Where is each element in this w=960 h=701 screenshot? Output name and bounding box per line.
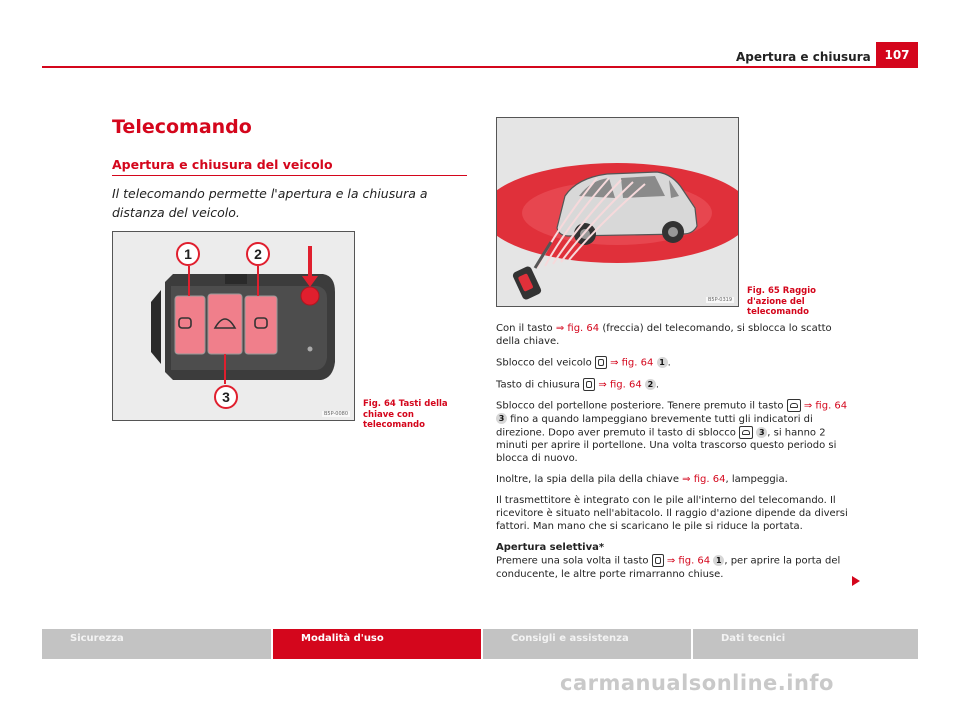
figure-link[interactable]: ⇒ fig. 64 xyxy=(682,474,726,485)
unlock-key-icon xyxy=(595,356,607,369)
figure-caption-65 xyxy=(747,286,857,318)
callout-label-1: 1 xyxy=(184,246,192,262)
figure-link[interactable]: ⇒ fig. 64 xyxy=(555,323,600,334)
lock-button xyxy=(245,296,277,354)
subtitle-rule xyxy=(112,175,467,176)
figure-link[interactable]: ⇒ fig. 64 xyxy=(803,400,848,412)
paragraph-unlock: Sblocco del veicolo ⇒ fig. 64 1 . xyxy=(496,357,671,369)
page-number: 107 xyxy=(876,42,918,68)
section-subtitle: Apertura e chiusura del veicolo xyxy=(112,157,333,172)
number-badge: 2 xyxy=(645,379,656,390)
figure-link[interactable]: ⇒ fig. 64 xyxy=(610,357,654,369)
release-button xyxy=(301,287,319,305)
paragraph-transmitter: Il trasmettitore è integrato con le pile all'interno del telecomando. Il ricevitore è situato nell'abitacolo. Il raggio d'azione dipende da diversi fattori. Man mano che si scaricano le pile si riduce la portata. xyxy=(496,495,848,532)
trunk-button xyxy=(208,294,242,354)
paragraph-trunk: Sblocco del portellone posteriore. Tenere premuto il tasto ⇒ fig. 64 3 fino a quando lampeggiano brevemente tutti gli indicatori di direzione. Dopo aver premuto il tasto di sblocco 3 , si hanno 2 minuti per aprire il portellone. Una volta trascorso questo periodo si blocca di nuovo. xyxy=(496,400,848,464)
figure-code: B5P-0319 xyxy=(707,297,732,303)
tab-modalita-uso[interactable]: Modalità d'uso xyxy=(273,629,481,659)
figure-number: Fig. 64 xyxy=(363,399,396,409)
intro-text: Il telecomando permette l'apertura e la chiusura a distanza del veicolo. xyxy=(112,186,428,220)
number-badge: 1 xyxy=(713,555,724,566)
lock-key-icon xyxy=(583,378,595,391)
callout-label-3: 3 xyxy=(222,389,230,405)
tab-sicurezza[interactable]: Sicurezza xyxy=(42,629,271,659)
watermark: carmanualsonline.info xyxy=(560,671,834,695)
figure-key-remote xyxy=(112,231,355,421)
heading-selective-opening: Apertura selettiva* xyxy=(496,542,605,553)
section-title: Apertura e chiusura xyxy=(736,50,871,64)
body-text xyxy=(496,322,858,589)
number-badge: 3 xyxy=(496,413,507,424)
figure-link[interactable]: ⇒ fig. 64 xyxy=(598,379,642,390)
figure-code: B5P-0080 xyxy=(323,411,348,417)
paragraph-battery: Inoltre, la spia della pila della chiave ⇒ fig. 64, lampeggia. xyxy=(496,474,788,485)
figure-remote-range xyxy=(496,117,739,307)
page-title: Telecomando xyxy=(112,116,252,138)
key-illustration xyxy=(113,232,354,420)
figure-link[interactable]: ⇒ fig. 64 xyxy=(666,555,711,567)
figure-caption-text: Tasti della chiave con telecomando xyxy=(363,399,448,430)
unlock-key-icon xyxy=(652,554,664,567)
trunk-key-icon xyxy=(739,426,753,439)
number-badge: 1 xyxy=(657,357,668,368)
figure-caption-64 xyxy=(363,399,473,431)
callout-label-2: 2 xyxy=(254,246,262,262)
continue-arrow-icon xyxy=(852,576,860,586)
figure-number: Fig. 65 xyxy=(747,286,780,296)
figure-caption-text: Raggio d'azione del telecomando xyxy=(747,286,816,317)
header-rule xyxy=(42,66,918,68)
paragraph-lock: Tasto di chiusura ⇒ fig. 64 2 . xyxy=(496,379,660,390)
number-badge: 3 xyxy=(756,427,767,438)
tab-dati-tecnici[interactable]: Dati tecnici xyxy=(693,629,918,659)
range-illustration xyxy=(497,118,738,306)
tab-consigli-assistenza[interactable]: Consigli e assistenza xyxy=(483,629,691,659)
paragraph-selective: Premere una sola volta il tasto ⇒ fig. 64 1 , per aprire la porta del conducente, le altre porte rimarranno chiuse. xyxy=(496,555,841,580)
footer-nav xyxy=(42,629,918,659)
trunk-key-icon xyxy=(787,399,801,412)
paragraph-release: Con il tasto ⇒ fig. 64 (freccia) del telecomando, si sblocca lo scatto della chiave. xyxy=(496,323,832,347)
